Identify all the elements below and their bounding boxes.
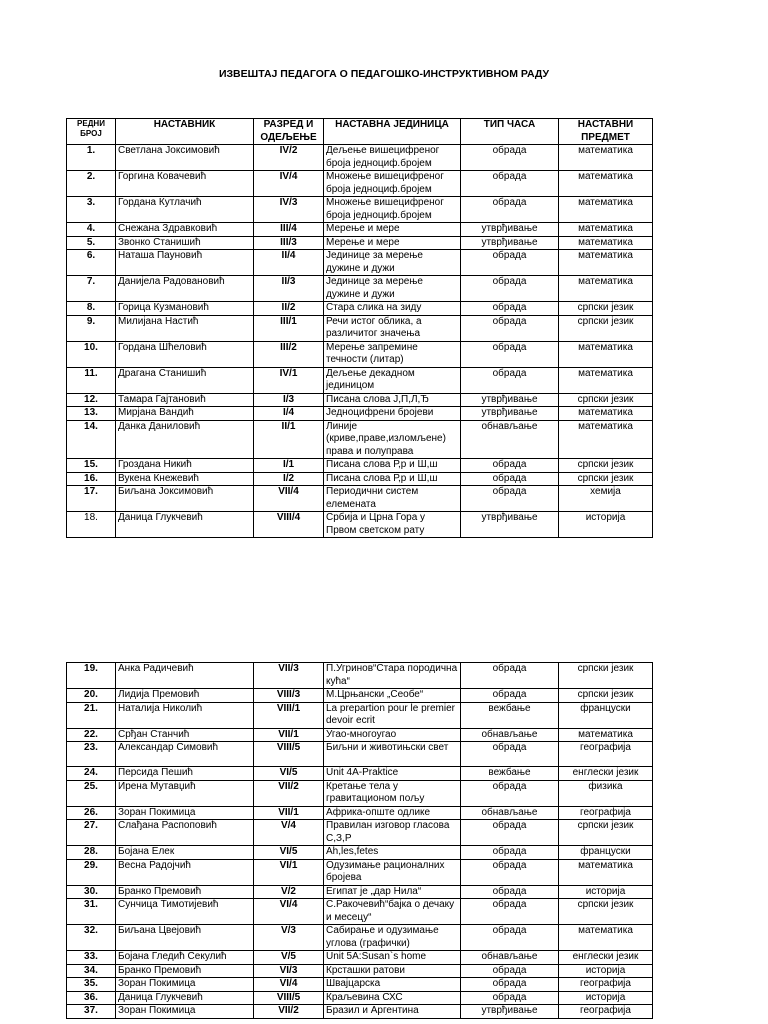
subject-name: енглески језик <box>559 767 653 781</box>
lesson-type: обрада <box>461 171 559 197</box>
row-number: 33. <box>67 951 116 965</box>
grade-class: VI/4 <box>254 899 324 925</box>
teacher-name: Вукена Кнежевић <box>116 472 254 486</box>
table-row <box>67 341 653 367</box>
subject-name: математика <box>559 145 653 171</box>
row-number: 36. <box>67 991 116 1005</box>
header-type: ТИП ЧАСА <box>461 119 559 145</box>
lesson-unit: Unit 4A-Praktice <box>324 767 461 781</box>
lesson-type: обрада <box>461 145 559 171</box>
grade-class: VIII/4 <box>254 512 324 538</box>
subject-name: математика <box>559 197 653 223</box>
table-row <box>67 859 653 885</box>
grade-class: VI/1 <box>254 859 324 885</box>
grade-class: VIII/5 <box>254 742 324 767</box>
grade-class: VI/4 <box>254 978 324 992</box>
teacher-name: Зоран Покимица <box>116 1005 254 1019</box>
grade-class: VII/2 <box>254 780 324 806</box>
lesson-type: утврђивање <box>461 1005 559 1019</box>
lesson-type: обрада <box>461 276 559 302</box>
lesson-type: обрада <box>461 341 559 367</box>
row-number: 4. <box>67 223 116 237</box>
subject-name: географија <box>559 806 653 820</box>
teacher-name: Зоран Покимица <box>116 978 254 992</box>
grade-class: V/2 <box>254 885 324 899</box>
grade-class: II/2 <box>254 302 324 316</box>
lesson-unit: Крсташки ратови <box>324 964 461 978</box>
grade-class: V/4 <box>254 820 324 846</box>
lesson-unit: La prepartion pour le premier devoir ecrit <box>324 702 461 728</box>
teacher-name: Биљана Јоксимовић <box>116 486 254 512</box>
teacher-name: Горгина Ковачевић <box>116 171 254 197</box>
lesson-type: обнављање <box>461 420 559 459</box>
lesson-unit: Мерење и мере <box>324 236 461 250</box>
table-row <box>67 663 653 689</box>
lesson-type: обрада <box>461 780 559 806</box>
lesson-type: обрада <box>461 486 559 512</box>
table-row <box>67 742 653 767</box>
lesson-type: обрада <box>461 925 559 951</box>
teacher-name: Светлана Јоксимовић <box>116 145 254 171</box>
row-number: 10. <box>67 341 116 367</box>
subject-name: српски језик <box>559 302 653 316</box>
row-number: 26. <box>67 806 116 820</box>
row-number: 2. <box>67 171 116 197</box>
subject-name: географија <box>559 742 653 767</box>
table-row <box>67 276 653 302</box>
teacher-name: Тамара Гајтановић <box>116 393 254 407</box>
row-number: 5. <box>67 236 116 250</box>
subject-name: српски језик <box>559 820 653 846</box>
lesson-type: обрада <box>461 689 559 703</box>
grade-class: III/1 <box>254 315 324 341</box>
teacher-name: Мирјана Вандић <box>116 407 254 421</box>
subject-name: географија <box>559 1005 653 1019</box>
lesson-unit: Речи истог облика, а различитог значења <box>324 315 461 341</box>
teacher-name: Лидија Премовић <box>116 689 254 703</box>
teacher-name: Данијела Радовановић <box>116 276 254 302</box>
row-number: 27. <box>67 820 116 846</box>
teacher-name: Горица Кузмановић <box>116 302 254 316</box>
row-number: 34. <box>67 964 116 978</box>
lesson-type: обрада <box>461 367 559 393</box>
subject-name: српски језик <box>559 393 653 407</box>
table-row <box>67 1005 653 1019</box>
teacher-name: Бранко Премовић <box>116 964 254 978</box>
lesson-unit: Бразил и Аргентина <box>324 1005 461 1019</box>
lesson-unit: Писана слова Р,р и Ш,ш <box>324 472 461 486</box>
teacher-name: Наталија Николић <box>116 702 254 728</box>
table-row <box>67 806 653 820</box>
lesson-unit: Дељење декадном јединицом <box>324 367 461 393</box>
grade-class: VI/3 <box>254 964 324 978</box>
lesson-type: утврђивање <box>461 393 559 407</box>
teacher-name: Гордана Кутлачић <box>116 197 254 223</box>
subject-name: математика <box>559 223 653 237</box>
subject-name: српски језик <box>559 663 653 689</box>
grade-class: I/2 <box>254 472 324 486</box>
table-row <box>67 767 653 781</box>
subject-name: физика <box>559 780 653 806</box>
table-row <box>67 407 653 421</box>
row-number: 28. <box>67 846 116 860</box>
lesson-type: утврђивање <box>461 236 559 250</box>
report-title: ИЗВЕШТАЈ ПЕДАГОГА О ПЕДАГОШКО-ИНСТРУКТИВНОМ РАДУ <box>218 68 550 80</box>
lesson-type: утврђивање <box>461 512 559 538</box>
lesson-type: обрада <box>461 315 559 341</box>
lesson-unit: Дељење вишецифреног броја једноциф.бројем <box>324 145 461 171</box>
row-number: 9. <box>67 315 116 341</box>
grade-class: VI/5 <box>254 846 324 860</box>
report-table-page2 <box>66 662 653 1019</box>
row-number: 8. <box>67 302 116 316</box>
subject-name: математика <box>559 276 653 302</box>
grade-class: I/3 <box>254 393 324 407</box>
teacher-name: Даница Глукчевић <box>116 991 254 1005</box>
lesson-unit: Сабирање и одузимање углова (графички) <box>324 925 461 951</box>
grade-class: VII/2 <box>254 1005 324 1019</box>
lesson-type: обнављање <box>461 806 559 820</box>
grade-class: V/5 <box>254 951 324 965</box>
grade-class: VII/4 <box>254 486 324 512</box>
lesson-unit: Мерење запремине течности (литар) <box>324 341 461 367</box>
lesson-type: вежбање <box>461 702 559 728</box>
grade-class: IV/4 <box>254 171 324 197</box>
lesson-unit: Линије (криве,праве,изломљене) права и полуправа <box>324 420 461 459</box>
lesson-unit: Африка-опште одлике <box>324 806 461 820</box>
lesson-unit: Периодични систем елемената <box>324 486 461 512</box>
grade-class: IV/3 <box>254 197 324 223</box>
grade-class: II/4 <box>254 250 324 276</box>
row-number: 7. <box>67 276 116 302</box>
subject-name: математика <box>559 925 653 951</box>
lesson-unit: Множење вишецифреног броја једноциф.бројем <box>324 171 461 197</box>
teacher-name: Снежана Здравковић <box>116 223 254 237</box>
teacher-name: Гордана Шћеловић <box>116 341 254 367</box>
row-number: 15. <box>67 459 116 473</box>
table-row <box>67 689 653 703</box>
subject-name: српски језик <box>559 899 653 925</box>
lesson-type: обрада <box>461 964 559 978</box>
subject-name: хемија <box>559 486 653 512</box>
subject-name: српски језик <box>559 689 653 703</box>
teacher-name: Весна Радојчић <box>116 859 254 885</box>
lesson-type: обнављање <box>461 728 559 742</box>
lesson-type: обрада <box>461 472 559 486</box>
lesson-type: обрада <box>461 885 559 899</box>
table-row <box>67 702 653 728</box>
table-row <box>67 885 653 899</box>
lesson-unit: Unit 5A:Susan`s home <box>324 951 461 965</box>
row-number: 14. <box>67 420 116 459</box>
lesson-type: утврђивање <box>461 407 559 421</box>
lesson-type: обрада <box>461 302 559 316</box>
grade-class: III/2 <box>254 341 324 367</box>
row-number: 17. <box>67 486 116 512</box>
lesson-type: обрада <box>461 859 559 885</box>
header-unit: НАСТАВНА ЈЕДИНИЦА <box>324 119 461 145</box>
teacher-name: Звонко Станишић <box>116 236 254 250</box>
lesson-unit: Одузимање рационалних бројева <box>324 859 461 885</box>
grade-class: III/4 <box>254 223 324 237</box>
row-number: 19. <box>67 663 116 689</box>
row-number: 21. <box>67 702 116 728</box>
lesson-unit: С.Ракочевић“бајка о дечаку и месецу“ <box>324 899 461 925</box>
table-header-row <box>67 119 653 145</box>
subject-name: математика <box>559 407 653 421</box>
row-number: 22. <box>67 728 116 742</box>
table-row <box>67 899 653 925</box>
teacher-name: Анка Радичевић <box>116 663 254 689</box>
table-row <box>67 236 653 250</box>
teacher-name: Бојана Елек <box>116 846 254 860</box>
table-row <box>67 728 653 742</box>
grade-class: VII/1 <box>254 728 324 742</box>
table-row <box>67 512 653 538</box>
lesson-type: обрада <box>461 742 559 767</box>
table-body-page2 <box>67 663 653 1019</box>
table-row <box>67 302 653 316</box>
lesson-unit: Правилан изговор гласова С,З,Р <box>324 820 461 846</box>
lesson-unit: Кретање тела у гравитационом пољу <box>324 780 461 806</box>
row-number: 13. <box>67 407 116 421</box>
grade-class: VIII/5 <box>254 991 324 1005</box>
lesson-unit: Ah,les,fetes <box>324 846 461 860</box>
teacher-name: Сунчица Тимотијевић <box>116 899 254 925</box>
grade-class: VII/1 <box>254 806 324 820</box>
teacher-name: Гроздана Никић <box>116 459 254 473</box>
grade-class: I/1 <box>254 459 324 473</box>
table-row <box>67 991 653 1005</box>
teacher-name: Драгана Станишић <box>116 367 254 393</box>
row-number: 35. <box>67 978 116 992</box>
lesson-unit: Египат је „дар Нила“ <box>324 885 461 899</box>
lesson-unit: Писана слова Р,р и Ш,ш <box>324 459 461 473</box>
header-teacher: НАСТАВНИК <box>116 119 254 145</box>
row-number: 3. <box>67 197 116 223</box>
teacher-name: Зоран Покимица <box>116 806 254 820</box>
report-table-page1 <box>66 118 653 538</box>
subject-name: математика <box>559 341 653 367</box>
subject-name: француски <box>559 702 653 728</box>
lesson-type: обрада <box>461 197 559 223</box>
row-number: 37. <box>67 1005 116 1019</box>
table-row <box>67 171 653 197</box>
table-row <box>67 223 653 237</box>
subject-name: историја <box>559 885 653 899</box>
lesson-type: обрада <box>461 991 559 1005</box>
lesson-unit: Угао-многоугао <box>324 728 461 742</box>
lesson-unit: Множење вишецифреног броја једноциф.бројем <box>324 197 461 223</box>
row-number: 12. <box>67 393 116 407</box>
table-row <box>67 964 653 978</box>
table-row <box>67 951 653 965</box>
grade-class: VII/3 <box>254 663 324 689</box>
header-grade: РАЗРЕД И ОДЕЉЕЊЕ <box>254 119 324 145</box>
lesson-type: обрада <box>461 459 559 473</box>
row-number: 11. <box>67 367 116 393</box>
subject-name: историја <box>559 991 653 1005</box>
header-subject: НАСТАВНИ ПРЕДМЕТ <box>559 119 653 145</box>
row-number: 32. <box>67 925 116 951</box>
lesson-unit: Биљни и животињски свет <box>324 742 461 767</box>
row-number: 24. <box>67 767 116 781</box>
subject-name: енглески језик <box>559 951 653 965</box>
table-body-page1 <box>67 145 653 538</box>
teacher-name: Александар Симовић <box>116 742 254 767</box>
row-number: 30. <box>67 885 116 899</box>
table-row <box>67 846 653 860</box>
row-number: 31. <box>67 899 116 925</box>
table-row <box>67 145 653 171</box>
table-row <box>67 472 653 486</box>
lesson-type: обрада <box>461 899 559 925</box>
row-number: 29. <box>67 859 116 885</box>
lesson-unit: Једноцифрени бројеви <box>324 407 461 421</box>
row-number: 25. <box>67 780 116 806</box>
teacher-name: Срђан Станчић <box>116 728 254 742</box>
table-row <box>67 925 653 951</box>
teacher-name: Ирена Мутавџић <box>116 780 254 806</box>
table-row <box>67 315 653 341</box>
lesson-unit: Србија и Црна Гора у Првом светском рату <box>324 512 461 538</box>
table-row <box>67 780 653 806</box>
grade-class: IV/1 <box>254 367 324 393</box>
lesson-unit: Швајцарска <box>324 978 461 992</box>
header-num: РЕДНИ БРОЈ <box>67 119 116 145</box>
lesson-type: обрада <box>461 846 559 860</box>
subject-name: географија <box>559 978 653 992</box>
lesson-type: обрада <box>461 663 559 689</box>
table-row <box>67 367 653 393</box>
subject-name: математика <box>559 859 653 885</box>
teacher-name: Бранко Премовић <box>116 885 254 899</box>
subject-name: математика <box>559 420 653 459</box>
subject-name: математика <box>559 171 653 197</box>
subject-name: српски језик <box>559 472 653 486</box>
grade-class: VI/5 <box>254 767 324 781</box>
row-number: 1. <box>67 145 116 171</box>
table-row <box>67 820 653 846</box>
grade-class: II/3 <box>254 276 324 302</box>
lesson-unit: П.Угринов“Стара породична кућа“ <box>324 663 461 689</box>
subject-name: математика <box>559 367 653 393</box>
lesson-type: вежбање <box>461 767 559 781</box>
table-row <box>67 393 653 407</box>
grade-class: III/3 <box>254 236 324 250</box>
grade-class: I/4 <box>254 407 324 421</box>
subject-name: српски језик <box>559 315 653 341</box>
row-number: 6. <box>67 250 116 276</box>
grade-class: V/3 <box>254 925 324 951</box>
lesson-unit: М.Црњански „Сеобе“ <box>324 689 461 703</box>
subject-name: историја <box>559 964 653 978</box>
subject-name: математика <box>559 236 653 250</box>
lesson-type: обрада <box>461 978 559 992</box>
teacher-name: Милијана Настић <box>116 315 254 341</box>
teacher-name: Данка Даниловић <box>116 420 254 459</box>
teacher-name: Слађана Распоповић <box>116 820 254 846</box>
subject-name: математика <box>559 250 653 276</box>
subject-name: француски <box>559 846 653 860</box>
row-number: 16. <box>67 472 116 486</box>
table-row <box>67 486 653 512</box>
lesson-unit: Јединице за мерење дужине и дужи <box>324 276 461 302</box>
grade-class: VIII/3 <box>254 689 324 703</box>
subject-name: историја <box>559 512 653 538</box>
teacher-name: Наташа Пауновић <box>116 250 254 276</box>
lesson-unit: Краљевина СХС <box>324 991 461 1005</box>
teacher-name: Даница Глукчевић <box>116 512 254 538</box>
lesson-type: обрада <box>461 820 559 846</box>
row-number: 23. <box>67 742 116 767</box>
subject-name: математика <box>559 728 653 742</box>
subject-name: српски језик <box>559 459 653 473</box>
lesson-unit: Мерење и мере <box>324 223 461 237</box>
table-row <box>67 420 653 459</box>
teacher-name: Бојана Гледић Секулић <box>116 951 254 965</box>
table-row <box>67 250 653 276</box>
lesson-type: обнављање <box>461 951 559 965</box>
teacher-name: Биљана Цвејовић <box>116 925 254 951</box>
grade-class: VIII/1 <box>254 702 324 728</box>
table-row <box>67 197 653 223</box>
row-number: 18. <box>67 512 116 538</box>
lesson-type: обрада <box>461 250 559 276</box>
table-row <box>67 978 653 992</box>
row-number: 20. <box>67 689 116 703</box>
lesson-unit: Стара слика на зиду <box>324 302 461 316</box>
lesson-unit: Писана слова Ј,П,Л,Ђ <box>324 393 461 407</box>
table-row <box>67 459 653 473</box>
grade-class: IV/2 <box>254 145 324 171</box>
grade-class: II/1 <box>254 420 324 459</box>
teacher-name: Персида Пешић <box>116 767 254 781</box>
lesson-type: утврђивање <box>461 223 559 237</box>
lesson-unit: Јединице за мерење дужине и дужи <box>324 250 461 276</box>
